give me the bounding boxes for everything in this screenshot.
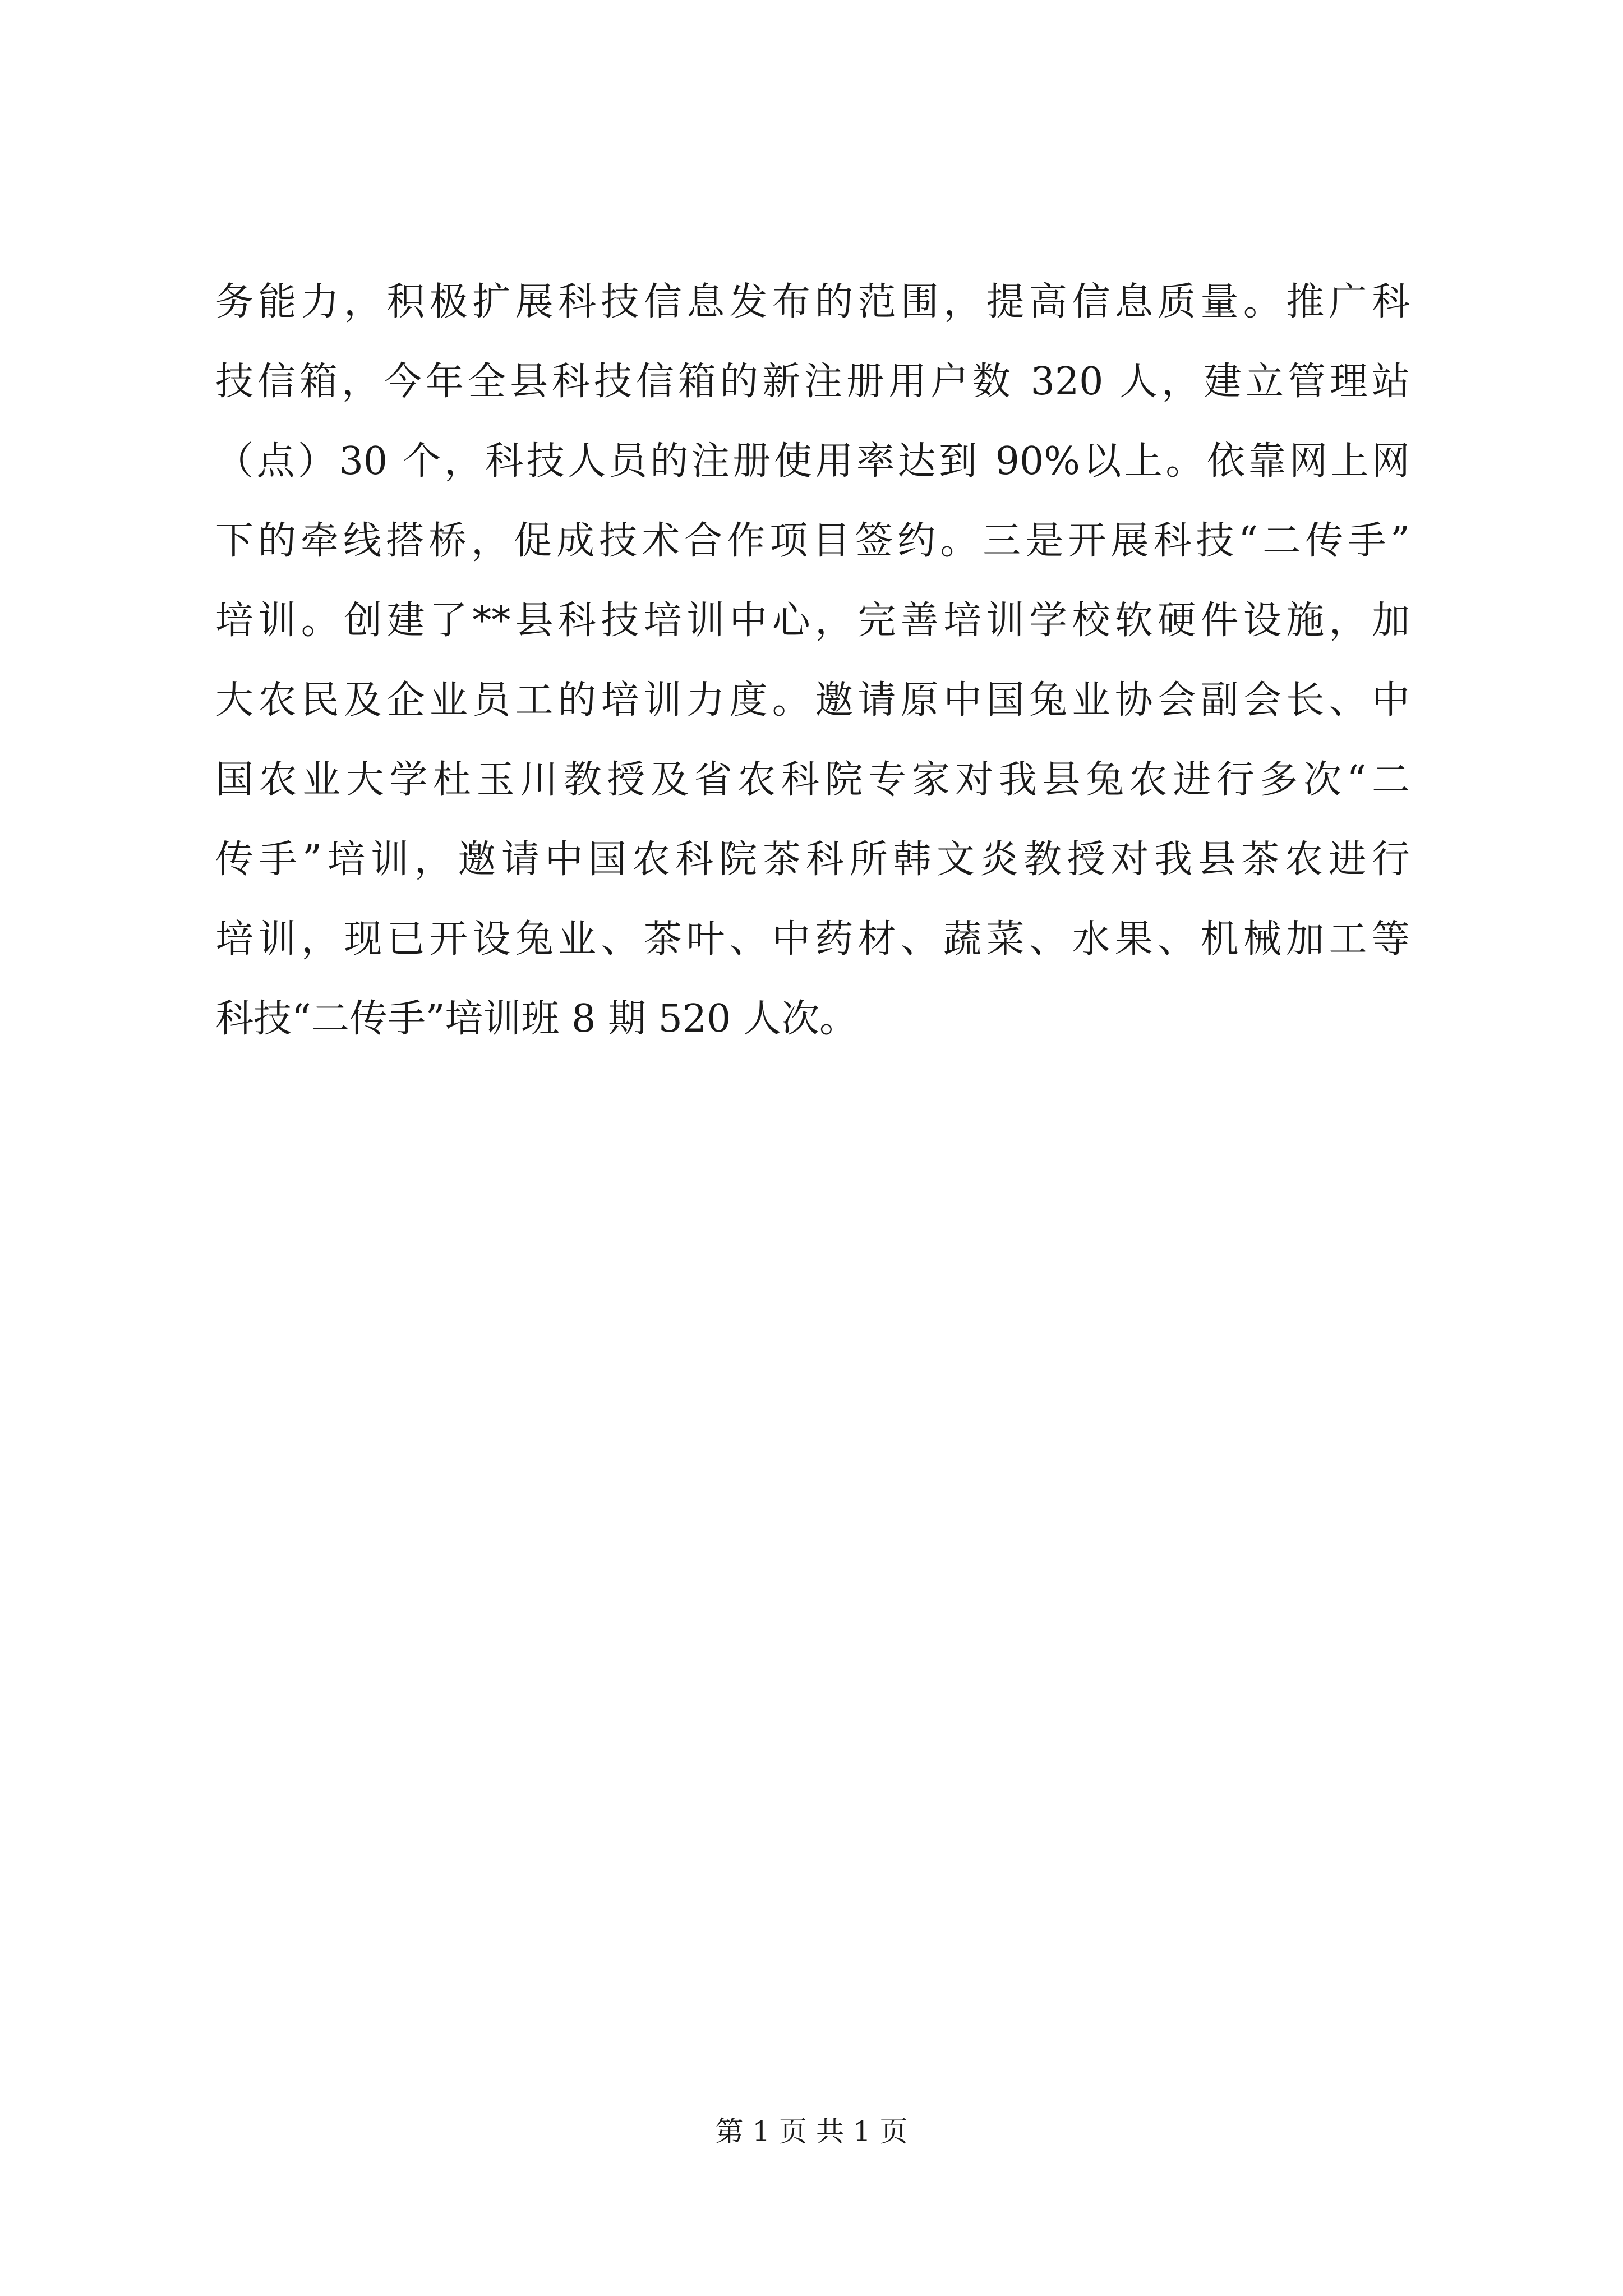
paragraph-line: 国农业大学杜玉川教授及省农科院专家对我县兔农进行多次“二 (215, 758, 1410, 802)
paragraph-line: 务能力，积极扩展科技信息发布的范围，提高信息质量。推广科 (215, 280, 1410, 324)
paragraph-line: 大农民及企业员工的培训力度。邀请原中国兔业协会副会长、中 (215, 678, 1410, 723)
paragraph-line: （点）30 个，科技人员的注册使用率达到 90%以上。依靠网上网 (215, 439, 1410, 484)
page-footer: 第 1 页 共 1 页 (715, 2115, 908, 2148)
paragraph-line: 下的牵线搭桥，促成技术合作项目签约。三是开展科技“二传手” (215, 519, 1410, 563)
paragraph-line: 技信箱，今年全县科技信箱的新注册用户数 320 人，建立管理站 (215, 360, 1410, 404)
paragraph-line: 培训，现已开设兔业、茶叶、中药材、蔬菜、水果、机械加工等 (215, 917, 1410, 961)
paragraph-line: 科技“二传手”培训班 8 期 520 人次。 (215, 997, 858, 1041)
paragraph-line: 培训。创建了**县科技培训中心，完善培训学校软硬件设施，加 (215, 599, 1410, 643)
body-paragraph (215, 263, 1410, 1059)
paragraph-line: 传手”培训，邀请中国农科院茶科所韩文炎教授对我县茶农进行 (215, 838, 1410, 882)
